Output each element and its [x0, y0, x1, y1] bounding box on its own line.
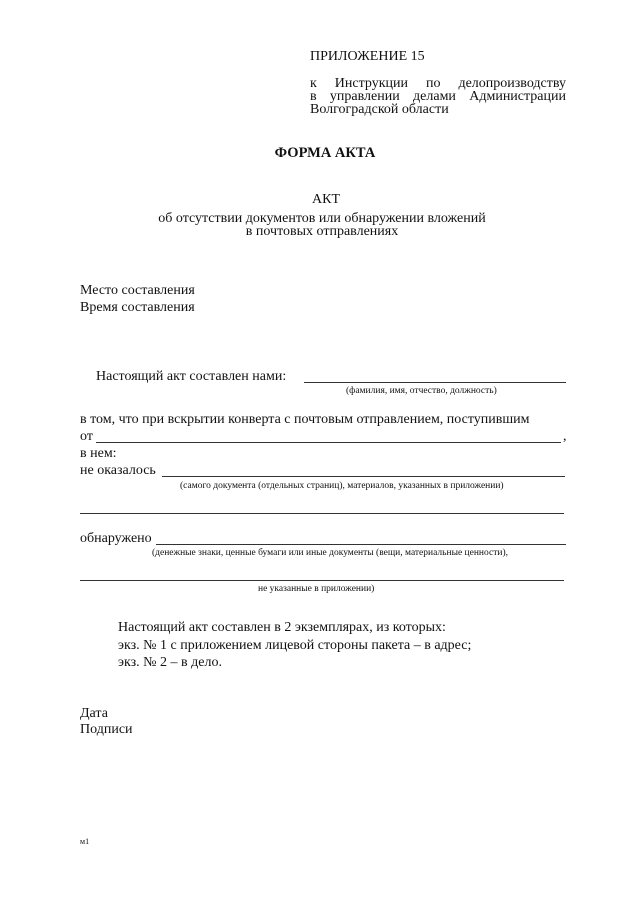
found-hint1: (денежные знаки, ценные бумаги или иные документы (вещи, материальные ценности), — [152, 548, 508, 558]
composed-by-label: Настоящий акт составлен нами: — [96, 369, 287, 384]
form-title: ФОРМА АКТА — [274, 145, 376, 161]
appendix-label: ПРИЛОЖЕНИЕ 15 — [310, 49, 425, 64]
appendix-ref-line2: в управлении делами Администрации — [310, 89, 566, 104]
act-subtitle-line1: об отсутствии документов или обнаружении вложений — [158, 211, 486, 226]
missing-extra-line — [80, 513, 564, 514]
found-extra-line — [80, 580, 564, 581]
appendix-ref-line1: к Инструкции по делопроизводству — [310, 76, 566, 91]
missing-line — [162, 476, 565, 477]
missing-label: не оказалось — [80, 463, 156, 478]
missing-hint: (самого документа (отдельных страниц), материалов, указанных в приложении) — [180, 481, 504, 491]
from-comma: , — [563, 429, 567, 444]
composed-by-hint: (фамилия, имя, отчество, должность) — [346, 386, 497, 396]
time-label: Время составления — [80, 300, 195, 315]
date-label: Дата — [80, 706, 108, 721]
from-label: от — [80, 429, 93, 444]
footer-mark: м1 — [80, 837, 90, 846]
from-line — [96, 442, 561, 443]
copies-line3: экз. № 2 – в дело. — [118, 655, 222, 670]
envelope-line1: в том, что при вскрытии конверта с почтовым отправлением, поступившим — [80, 412, 530, 427]
found-line — [156, 544, 566, 545]
appendix-ref-line3: Волгоградской области — [310, 102, 449, 117]
in-it-label: в нем: — [80, 446, 117, 461]
copies-line2: экз. № 1 с приложением лицевой стороны пакета – в адрес; — [118, 638, 472, 653]
found-hint2: не указанные в приложении) — [258, 584, 375, 594]
found-label: обнаружено — [80, 531, 152, 546]
act-subtitle-line2: в почтовых отправлениях — [245, 224, 399, 239]
place-label: Место составления — [80, 283, 195, 298]
composed-by-line — [304, 382, 566, 383]
signatures-label: Подписи — [80, 722, 133, 737]
act-title: АКТ — [312, 192, 340, 207]
copies-line1: Настоящий акт составлен в 2 экземплярах, из которых: — [118, 620, 446, 635]
